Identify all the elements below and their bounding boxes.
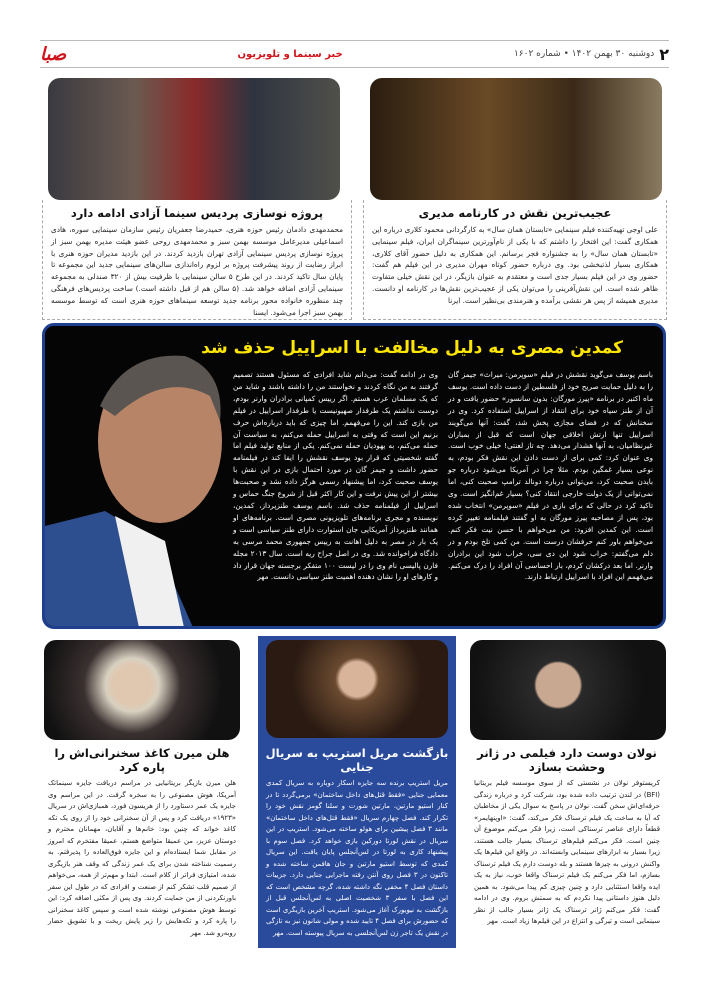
page-header (40, 40, 669, 68)
article-body: کریستوفر نولان در نشستی که از سوی موسسه فیلم بریتانیا (BFI) در لندن ترتیب داده شده بود، شرکت کرد و درباره زندگی حرفه‌ای‌اش سخن گفت. نولان در پاسخ به سوال یکی از مخاطبان که آیا به ساخت یک فیلم ترسناک فکر می‌کند، گفت: «اوپنهایمر» قطعاً دارای عناصر ترسناکی است، زیرا فکر می‌کنم موضوع آن چنین است. فکر می‌کنم فیلم‌های ترسناک بسیار جالب هستند، زیرا بسیار به ابزارهای سینمایی وابسته‌اند. در واقع این فیلم‌ها یک واکنش درونی به چیزها هستند و بله دوست دارم یک فیلم ترسناک بسازم، اما فکر می‌کنم یک فیلم ترسناک واقعا خوب، نیاز به یک ایده واقعا استثنایی دارد و چنین چیزی کم پیدا می‌شود. به همین دلیل هنوز داستانی پیدا نکردم که به سمتش بروم. وی در ادامه گفت: فکر می‌کنم ژانر ترسناک یک ژانر بسیار جالب از نظر سینمایی است و تیرگی و انتزاع در این فیلم‌ها زیاد است. مهر (474, 779, 660, 925)
feature-article (42, 323, 666, 629)
photo-helen-mirren (44, 640, 240, 740)
article-body: هلن میرن بازیگر بریتانیایی در مراسم دریافت جایزه سینماتک آمریکا، هوش مصنوعی را به سخره گرفت. در این مراسم وی جایزه یک عمر دستاورد را از هریسون فورد، همبازی‌اش در سریال «۱۹۲۳» دریافت کرد و پس از آن سخنرانی خود را از روی یک تکه کاغذ خواند که چنین بود: خانم‌ها و آقایان، مهمانان محترم و دوستان عزیز، من عمیقا متواضع هستم، عمیقا مفتخرم که امروز در مقابل شما ایستاده‌ام و این جایزه فوق‌العاده را پذیرفتم. به رسمیت شناخته شدن برای یک عمر زندگی که وقف هنر بازیگری شده، امتیازی فراتر از کلام است. ابتدا و مهم‌تر از همه، می‌خواهم از صمیم قلب تشکر کنم از صنعت و افرادی که در طول این سفر باورنکردنی از من حمایت کردند. وی پس از مکثی اضافه کرد: این توسط هوش مصنوعی نوشته شده است و سپس کاغذ سخنرانی را پاره کرد و تکه‌هایش را زیر پایش ریخت و با تشویق حضار روبه‌رو شد. مهر (48, 779, 236, 937)
headline: بازگشت مریل استریپ به سریال جنایی (265, 746, 449, 774)
photo-madiri-film-still (370, 78, 662, 200)
article-top-right (363, 200, 667, 320)
article-bottom-left (40, 740, 244, 952)
headline: پروژه نوسازی پردیس سینما آزادی ادامه دارد (70, 206, 324, 220)
feature-column-1: باسم یوسف می‌گوید نقشش در فیلم «سوپرمن: میراث» جیمز گان را به دلیل حمایت صریح خود از فلسطین از دست داده است. یوسف ماه اکتبر در برنامه «پیرز مورگان: بدون سانسور» حضور یافت و در آن از طنز سیاه خود برای انتقاد از اسراییل استفاده کرد. وی در سخنانش که در فضای مجازی پخش شد، گفت: آنها می‌گویند اسراییل تنها ارتش اخلاقی جهان است که قبل از بمباران غیرنظامیان، به آنها هشدار می‌دهد. چه تاز لعنتی! خیلی خوب است. وی عنوان کرد: کمی برای از دست دادن این نقش فکر بودم، به نوعی بسیار غمگین بودم. مثلا چرا در آمریکا می‌شود درباره جو بایدن صحبت کرد، می‌توانی درباره دونالد ترامپ صحبت کنی، اما نمی‌توانی از یک دولت خارجی انتقاد کنی؟ بسیار غم‌انگیز است. وی تاکید کرد در حالی که برای بازی در فیلم «سوپرمن» انتخاب شده بود، پس از مصاحبه پیرز مورگان به او گفتند فیلمنامه تغییر کرده است. این کمدین افزود: من می‌خواهم با حسن نیت فکر کنم. می‌خواهم باور کنم حرفشان درست است. من کمی تلخ بودم و در دلم می‌گفتم: خراب شود این دی سی، خراب شود این برادران وارنر. اما بعد درکشان کردم، بار احساسی آن افراد را درک می‌کنم. می‌فهمم این افراد با اسراییل ارتباط دارند. (448, 370, 653, 582)
article-body: علی اوجی تهیه‌کننده فیلم سینمایی «تابستان همان سال» به کارگردانی محمود کلاری درباره این همکاری گفت: این افتخار را داشتم که با یکی از نام‌آورترین سینماگران ایران، فیلم سینمایی «تابستان همان سال» را به جشنواره فجر برسانم. این همکاری به دلیل حضور آقای کلاری، همکاری بسیار لذتبخشی بود. وی درباره حضور کوتاه مهران مدیری در این فیلم هم گفت: حضور وی در این فیلم بسیار جدی است و معتقدم به عنوان بازیگر، در این نقش خیلی متفاوت ظاهر شده است. این نقش‌آفرینی را می‌توان یکی از عجیب‌ترین نقش‌ها در کارنامه او دانست. مدیری همیشه از پس هر نقشی برآمده و هنرمندی بی‌نظیر است. ایرنا (372, 225, 658, 305)
photo-meryl-streep (266, 640, 448, 738)
page-number: ۲ (659, 44, 669, 64)
article-bottom-right (466, 740, 668, 952)
headline: نولان دوست دارد فیلمی در ژانر وحشت بسازد (477, 746, 657, 774)
article-body: مریل استریپ برنده سه جایزه اسکار دوباره به سریال کمدی معمایی جنایی «فقط قتل‌های داخل ساختمان» برمی‌گردد تا در کنار استیو مارتین، مارتین شورت و سلنا گومز نقش خود را تکرار کند. فصل چهارم سریال «فقط قتل‌های داخل ساختمان» مانند ۳ فصل پیشین برای هولو ساخته می‌شود. استریپ در این سریال در نقش لورتا دورکین بازی خواهد کرد. فصل سوم با پیشنهاد کاری به لورتا در لس‌آنجلس پایان یافت. این سریال کمدی که توسط استیو مارتین و جان هافمن ساخته شده و تاکنون در ۳ فصل روی آنتن رفته ماجرایی جنایی دارد. جزییات داستان فصل ۴ مخفی نگه داشته شده، گرچه مشخص است که این فصل با سفر ۳ شخصیت اصلی به لس‌آنجلس قبل از بازگشت به نیویورک آغاز می‌شود. استریپ آخرین بازیگری است که حضورش برای فصل ۴ تایید شده و مولی شانون نیز به تازگی در نقش یک تاجر زن لس‌آنجلسی به سریال پیوسته است. مهر (266, 779, 448, 937)
headline: هلن میرن کاغذ سخنرانی‌اش را پاره کرد (54, 746, 230, 774)
feature-column-2: وی در ادامه گفت: می‌دانم شاید افرادی که مسئول هستند تصمیم گرفتند به من نگاه کردند و نخواستند من را داشته باشند و شاید من که یک مسلمان عرب هستم. اگر رییس کمپانی برادران وارنر بودم، دوست نداشتم یک طرفدار صهیونیست یا طرفدار اسراییل در فیلم من بازی کند. این را می‌فهمم. اما چیزی که باید درباره‌اش حرف بزنیم این است که وقتی به اسراییل حمله می‌کنم، به سیاست آن حمله می‌کنم، به یهودیان حمله نمی‌کنم. یکی از منابع تولید فیلم اما گفته شخصیتی که قرار بود یوسف نقشش را ایفا کند در فیلمنامه حضور داشت و جیمز گان در مورد احتمال بازی در این نقش با یوسف صحبت کرد، اما پیشنهاد رسمی هرگز داده نشد و صحبت‌ها بیشتر از این پیش نرفت و این کار اکثر قبل از شروع جنگ حماس و اسراییل از فیلمنامه حذف شد. باسم یوسف طنزپرداز، کمدین، نویسنده و مجری برنامه‌های تلویزیونی مصری است. برنامه‌های او همانند طنزپرداز آمریکایی جان استوارت دارای طنز سیاسی است و یک بار در مصر به دلیل اهانت به رییس جمهوری محمد مرسی به دادگاه فراخوانده شد. وی در اصل جراح ریه است. سال ۲۰۱۳ مجله فارن پالیسی نام وی را در لیست ۱۰۰ متفکر برجسته جهان قرار داد و کارهای او را نشان دهنده اهمیت طنز سیاسی دانست. مهر (233, 370, 438, 582)
portrait-bassem-youssef (45, 326, 260, 629)
article-bottom-middle (258, 636, 456, 948)
photo-christopher-nolan (470, 640, 666, 740)
newspaper-logo: صبا (40, 43, 67, 65)
date-issue: دوشنبه ۳۰ بهمن ۱۴۰۲ • شماره ۱۶۰۲ (513, 49, 655, 59)
article-top-left (42, 200, 352, 320)
article-body: محمدمهدی دادمان رئیس حوزه هنری، حمیدرضا جعفریان رئیس سازمان سینمایی سوره، هادی اسماعیلی مدیرعامل موسسه بهمن سبز و محمدمهدی روحی عضو هیئت مدیره بهمن سبز از پروژه نوسازی پردیس سینمایی آزادی تهران بازدید کردند. در این بازدید مدیران حوزه هنری با ابراز رضایت از روند پیشرفت پروژه بر لزوم راه‌اندازی سالن‌های سینمایی جدید این مجموعه تا پایان سال تاکید کردند. در این طرح ۵ سالن سینمایی با ظرفیت بیش از ۳۲۰ صندلی به مجموعه سینمایی آزادی اضافه خواهد شد. (۵ سالن هم از قبل داشته است.) ساخت پردیس‌های فرهنگی چند منظوره خانواده محور برنامه جدید توسعه سینماهای حوزه هنری است که توسط موسسه بهمن سبز اجرا می‌شود. ایسنا (51, 225, 343, 317)
photo-azadi-cinema-visit (48, 78, 340, 200)
section-title: خبر سینما و تلویزیون (237, 48, 343, 60)
page-info (514, 45, 669, 64)
headline: عجیب‌ترین نقش در کارنامه مدیری (418, 206, 612, 220)
feature-headline: کمدین مصری به دلیل مخالفت با اسراییل حذف شد (201, 338, 623, 358)
